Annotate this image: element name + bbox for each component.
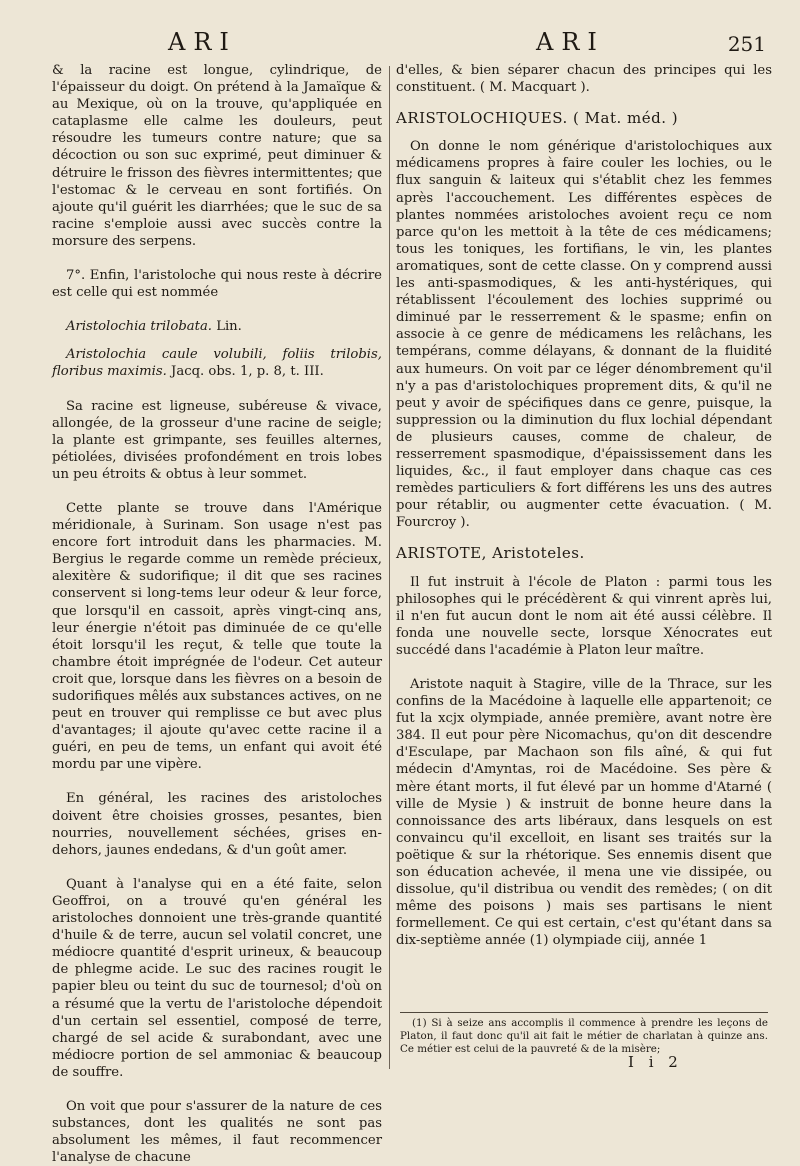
- page-number: 251: [727, 32, 766, 56]
- running-title-left: ARI: [168, 28, 237, 56]
- reference: Jacq. obs. 1, p. 8, t. III.: [166, 364, 324, 380]
- paragraph: On donne le nom générique d'aristolochiques aux médicamens propres à faire couler les lochies, ou le flux sanguin & laiteux qui s'établit chez les femmes après l'accouchement. Les différentes espèces de plantes nommées aristoloches avoient reçu ce nom parce qu'on les mettoit à la tête de ces médicamens; tous les toniques, les fortifians, le vin, les plantes aromatiques, sont de cette classe. On y comprend aussi les anti-spasmodiques, & les anti-hystériques, qui rétablissent l'écoulement des lochies supprimé ou diminué par le resserrement & le spasme; enfin on associe à ce genre de médicamens les relâchans, les tempérans, comme délayans, & donnant de la fluidité aux humeurs. On voit par ce léger dénombrement qu'il n'y a pas d'aristolochiques proprement dits, & qu'il ne peut y avoir de spécifiques dans ce genre, puisque, la suppression ou la diminution du flux lochial dépendant de plusieurs causes, comme de chaleur, de resserrement spasmodique, d'épaississement dans les liquides, &c., il faut employer dans chaque cas ces remèdes particuliers & fort différens les uns des autres pour rétablir, ou augmenter cette évacuation. ( M. Fourcroy ).: [396, 139, 772, 531]
- paragraph: 7°. Enfin, l'aristoloche qui nous reste à décrire est celle qui est nommée: [52, 268, 382, 301]
- footnote-rule: [400, 1012, 768, 1013]
- paragraph: Aristote naquit à Stagire, ville de la Thrace, sur les confins de la Macédoine à laquelle elle appartenoit; ce fut la xcjx olympiade, année première, avant notre ère 384. Il eut pour père Nicomachus, qu'on dit descendre d'Esculape, par Machaon son fils aîné, & qui fut médecin d'Amyntas, roi de Macédoine. Ses père & mère étant morts, il fut élevé par un homme d'Atarné ( ville de Mysie ) & instruit de bonne heure dans la connoissance des arts libéraux, dans lesquels on est convaincu qu'il excelloit, en lisant ses traités sur la poëtique & sur la rhétorique. Ses ennemis disent que son éducation achevée, il mena une vie dissipée, ou dissolue, qu'il distribua ou vendit des remèdes; ( on dit même des poisons ) mais ses partisans le nient formellement. Ce qui est certain, c'est qu'étant dans sa dix-septième année (1) olympiade ciij, année 1: [396, 677, 772, 949]
- author-abbrev: Lin.: [212, 319, 242, 335]
- column-divider: [389, 66, 390, 1069]
- article-heading: ARISTOLOCHIQUES. ( Mat. méd. ): [396, 109, 679, 128]
- paragraph: & la racine est longue, cylindrique, de l'épaisseur du doigt. On prétend à la Jamaïque & au Mexique, où on la trouve, qu'appliquée en cataplasme elle calme les douleurs, peut résoudre les tumeurs contre nature; que sa décoction ou son suc exprimé, peut diminuer & détruire le frisson des fièvres intermittentes; que l'estomac & le cerveau en sont fortifiés. On ajoute qu'il guérit les diarrhées; que le suc de sa racine s'emploie aussi avec succès contre la morsure des serpens.: [52, 63, 382, 249]
- paragraph: d'elles, & bien séparer chacun des principes qui les constituent. ( M. Macquart ).: [396, 63, 772, 96]
- right-column: [396, 62, 772, 1060]
- paragraph: Quant à l'analyse qui en a été faite, selon Geoffroi, on a trouvé qu'en général les aristoloches donnoient une très-grande quantité d'huile & de terre, aucun sel volatil concret, une médiocre quantité d'esprit urineux, & beaucoup de phlegme acide. Le suc des racines rougit le papier bleu ou teint du suc de tournesol; d'où on a résumé que la vertu de l'aristoloche dépendoit d'un certain sel essentiel, composé de terre, chargé de sel acide & surabondant, avec une médiocre portion de sel ammoniac & beaucoup de souffre.: [52, 876, 382, 1080]
- paragraph: Il fut instruit à l'école de Platon : parmi tous les philosophes qui le précédèrent & qui vinrent après lui, il n'en fut aucun dont le nom ait été aussi célèbre. Il fonda une nouvelle secte, lorsque Xénocrates eut succédé dans l'académie à Platon leur maître.: [396, 574, 772, 658]
- latin-description: Aristolochia caule volubili, foliis trilobis, floribus maximis.: [52, 347, 382, 380]
- paragraph: Cette plante se trouve dans l'Amérique méridionale, à Surinam. Son usage n'est pas encore fort introduit dans les pharmacies. M. Bergius le regarde comme un remède précieux, alexitère & sudorifique; il dit que ses racines conservent si long-tems leur odeur & leur force, que lorsqu'il en cassoit, après vingt-cinq ans, leur énergie n'étoit pas diminuée de ce qu'elle étoit lorsqu'il les reçut, & telle que toute la chambre étoit imprégnée de l'odeur. Cet auteur croit que, lorsque dans les fièvres on a besoin de sudorifiques mêlés aux substances actives, on ne peut en trouver qui remplisse ce but avec plus d'avantages; il ajoute qu'avec cette racine il a guéri, en peu de tems, un enfant qui avoit été mordu par une vipère.: [52, 500, 382, 773]
- footnote-text: (1) Si à seize ans accomplis il commence à prendre les leçons de Platon, il faut donc qu'il ait fait le métier de charlatan à quinze ans. Ce métier est celui de la pauvreté & de la misère;: [400, 1017, 768, 1055]
- left-column: [52, 62, 382, 1166]
- footnote: [400, 1017, 768, 1056]
- paragraph: Sa racine est ligneuse, subéreuse & vivace, allongée, de la grosseur d'une racine de seigle; la plante est grimpante, ses feuilles alternes, pétiolées, divisées profondément en trois lobes un peu étroits & obtus à leur sommet.: [52, 398, 382, 482]
- paragraph: On voit que pour s'assurer de la nature de ces substances, dont les qualités ne sont pas absolument les mêmes, il faut recommencer l'analyse de chacune: [52, 1098, 382, 1166]
- article-heading: ARISTOTE, Aristoteles.: [396, 544, 585, 563]
- species-name: [52, 318, 382, 335]
- signature-mark: I i 2: [628, 1053, 683, 1071]
- species-description: [52, 346, 382, 380]
- paragraph: En général, les racines des aristoloches doivent être choisies grosses, pesantes, bien nourries, nouvellement séchées, grises en-dehors, jaunes endedans, & d'un goût amer.: [52, 791, 382, 858]
- running-title-right: ARI: [536, 28, 605, 56]
- latin-name: Aristolochia trilobata.: [66, 319, 212, 335]
- running-header: [50, 28, 770, 58]
